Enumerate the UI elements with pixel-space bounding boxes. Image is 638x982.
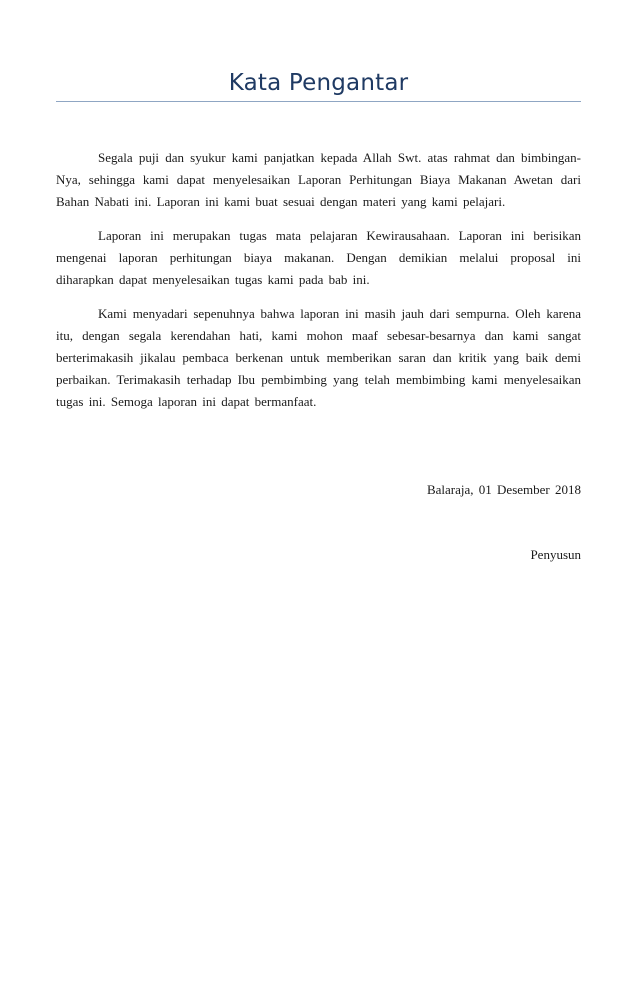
place-date: Balaraja, 01 Desember 2018 [426, 482, 581, 497]
paragraph-3: Kami menyadari sepenuhnya bahwa laporan ini masih jauh dari sempurna. Oleh karena itu, dengan segala kerendahan hati, kami mohon maaf sebesar-besarnya dan kami sangat berterimakasih jikalau pembaca berkenan untuk memberikan saran dan kritik yang baik demi perbaikan. Terimakasih terhadap Ibu pembimbing yang telah membimbing kami menyelesaikan tugas ini. Semoga laporan ini dapat bermanfaat. [56, 306, 581, 409]
paragraph-2: Laporan ini merupakan tugas mata pelajaran Kewirausahaan. Laporan ini berisikan mengenai laporan perhitungan biaya makanan. Dengan demikian melalui proposal ini diharapkan dapat menyelesaikan tugas kami pada bab ini. [56, 228, 581, 287]
author-signature: Penyusun [530, 547, 581, 562]
document-body [56, 147, 581, 413]
title-underline [56, 101, 581, 102]
paragraph-1: Segala puji dan syukur kami panjatkan kepada Allah Swt. atas rahmat dan bimbingan-Nya, sehingga kami dapat menyelesaikan Laporan Perhitungan Biaya Makanan Awetan dari Bahan Nabati ini. Laporan ini kami buat sesuai dengan materi yang kami pelajari. [56, 150, 581, 209]
page-title: Kata Pengantar [228, 70, 409, 96]
